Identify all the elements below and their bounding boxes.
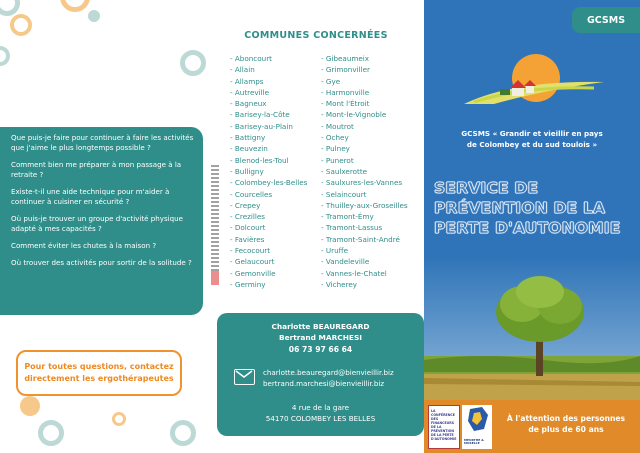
commune-item: - Tramont-Saint-André — [321, 234, 400, 244]
commune-item: - Thuilley-aux-Groseilles — [321, 200, 408, 210]
commune-item: - Harmonville — [321, 87, 370, 97]
commune-item: - Punerot — [321, 155, 354, 165]
tagline-line: GCSMS « Grandir et vieillir en pays — [461, 129, 603, 138]
commune-item: - Bagneux — [230, 99, 267, 109]
communes-list-left — [230, 53, 307, 290]
attention-line: À l'attention des personnes — [506, 414, 626, 423]
conference-financeurs-logo — [428, 405, 460, 449]
address-line: 54170 COLOMBEY LES BELLES — [265, 414, 376, 423]
commune-item: - Crezilles — [230, 212, 266, 222]
commune-item: - Barisey-au-Plain — [230, 121, 293, 131]
commune-item: - Allamps — [230, 76, 264, 86]
questions-box — [0, 127, 203, 315]
commune-item: - Selaincourt — [321, 189, 367, 199]
commune-item: - Germiny — [230, 279, 266, 289]
attention-line: de plus de 60 ans — [528, 425, 604, 434]
contact-callout — [16, 350, 182, 396]
commune-item: - Barisey-la-Côte — [230, 110, 290, 120]
question-text: Où puis-je trouver un groupe d'activité physique adapté à mes capacités ? — [11, 214, 183, 233]
commune-item: - Dolcourt — [230, 223, 266, 233]
commune-item: - Tramont-Lassus — [321, 223, 383, 233]
commune-item: - Mont l'Étroit — [321, 99, 370, 109]
title-line: PRÉVENTION DE LA — [434, 199, 606, 217]
coordinator-name: Bertrand MARCHESI — [278, 333, 363, 342]
commune-item: - Vandeleville — [321, 257, 370, 267]
commune-item: - Aboncourt — [230, 54, 272, 63]
commune-item: - Tramont-Émy — [321, 212, 374, 222]
target-audience — [496, 413, 636, 435]
logo-text: MEURTHE & MOSELLE — [464, 437, 484, 446]
commune-item: - Beuvezin — [230, 144, 268, 154]
question-text: Où trouver des activités pour sortir de la solitude ? — [11, 258, 192, 267]
decorative-circle — [60, 0, 90, 12]
email-link[interactable]: bertrand.marchesi@bienvieillir.biz — [263, 379, 385, 388]
phone-number: 06 73 97 66 64 — [288, 345, 353, 354]
contact-line: Pour toutes questions, contactez — [24, 362, 174, 371]
commune-item: - Battigny — [230, 133, 266, 143]
tree-landscape-photo — [424, 256, 640, 418]
address-line: 4 rue de la gare — [291, 403, 350, 412]
commune-item: - Crepey — [230, 200, 261, 210]
logo-text: LA CONFÉRENCE DES FINANCEURS DE LA PRÉVENTION DE LA PERTE D'AUTONOMIE — [431, 409, 457, 441]
commune-item: - Grimonviller — [321, 65, 370, 75]
commune-item: - Bulligny — [230, 166, 264, 176]
email-link[interactable]: charlotte.beauregard@bienvieillir.biz — [263, 368, 394, 377]
postal-address — [217, 402, 424, 424]
question-text: Que puis-je faire pour continuer à faire les activités que j'aime le plus longtemps possible ? — [11, 133, 194, 152]
commune-item: - Allain — [230, 65, 255, 75]
decorative-circle — [0, 46, 10, 66]
commune-item: - Gemonville — [230, 268, 276, 278]
decorative-circle — [180, 50, 206, 76]
commune-item: - Vicherey — [321, 279, 358, 289]
decorative-circle — [170, 420, 196, 446]
coordinators-box — [217, 313, 424, 436]
commune-item: - Blenod-les-Toul — [230, 155, 289, 165]
commune-item: - Gibeaumeix — [321, 54, 370, 63]
communes-list-right — [321, 53, 408, 290]
commune-item: - Mont-le-Vignoble — [321, 110, 387, 120]
print-registration-mark — [211, 165, 219, 285]
middle-panel — [208, 0, 424, 453]
decorative-circle — [88, 10, 100, 22]
commune-item: - Pulney — [321, 144, 350, 154]
envelope-icon — [234, 369, 255, 385]
cover-tagline — [432, 128, 632, 150]
commune-item: - Fecocourt — [230, 246, 271, 256]
commune-item: - Colombey-les-Belles — [230, 178, 308, 188]
department-shape-icon — [462, 405, 492, 435]
question-text: Existe-t-il une aide technique pour m'aider à continuer à cuisiner en sécurité ? — [11, 187, 170, 206]
commune-item: - Saulxures-les-Vannes — [321, 178, 403, 188]
commune-item: - Gelaucourt — [230, 257, 275, 267]
decorative-circle — [38, 420, 64, 446]
commune-item: - Courcelles — [230, 189, 273, 199]
communes-title: COMMUNES CONCERNÉES — [244, 30, 388, 41]
decorative-circle — [20, 396, 40, 416]
coordinator-names — [217, 321, 424, 343]
cover-title — [434, 178, 640, 238]
decorative-circle — [112, 412, 126, 426]
title-line: PERTE D'AUTONOMIE — [434, 219, 621, 237]
question-text: Comment bien me préparer à mon passage à la retraite ? — [11, 160, 182, 179]
cover-panel — [424, 0, 640, 453]
commune-item: - Vannes-le-Chatel — [321, 268, 387, 278]
decorative-circle — [10, 14, 32, 36]
commune-item: - Autreville — [230, 87, 270, 97]
commune-item: - Saulxerotte — [321, 166, 368, 176]
gcsms-logo — [454, 52, 612, 110]
meurthe-moselle-logo — [462, 405, 492, 449]
question-text: Comment éviter les chutes à la maison ? — [11, 241, 157, 250]
email-list — [263, 367, 394, 389]
coordinator-name: Charlotte BEAUREGARD — [271, 322, 370, 331]
commune-item: - Moutrot — [321, 121, 354, 131]
gcsms-badge: GCSMS — [572, 7, 640, 33]
commune-item: - Gye — [321, 76, 341, 86]
commune-item: - Uruffe — [321, 246, 349, 256]
tagline-line: de Colombey et du sud toulois » — [466, 140, 598, 149]
title-line: SERVICE DE — [434, 179, 539, 197]
commune-item: - Ochey — [321, 133, 349, 143]
commune-item: - Favières — [230, 234, 265, 244]
contact-line: directement les ergothérapeutes — [24, 374, 174, 383]
left-panel — [0, 0, 208, 453]
